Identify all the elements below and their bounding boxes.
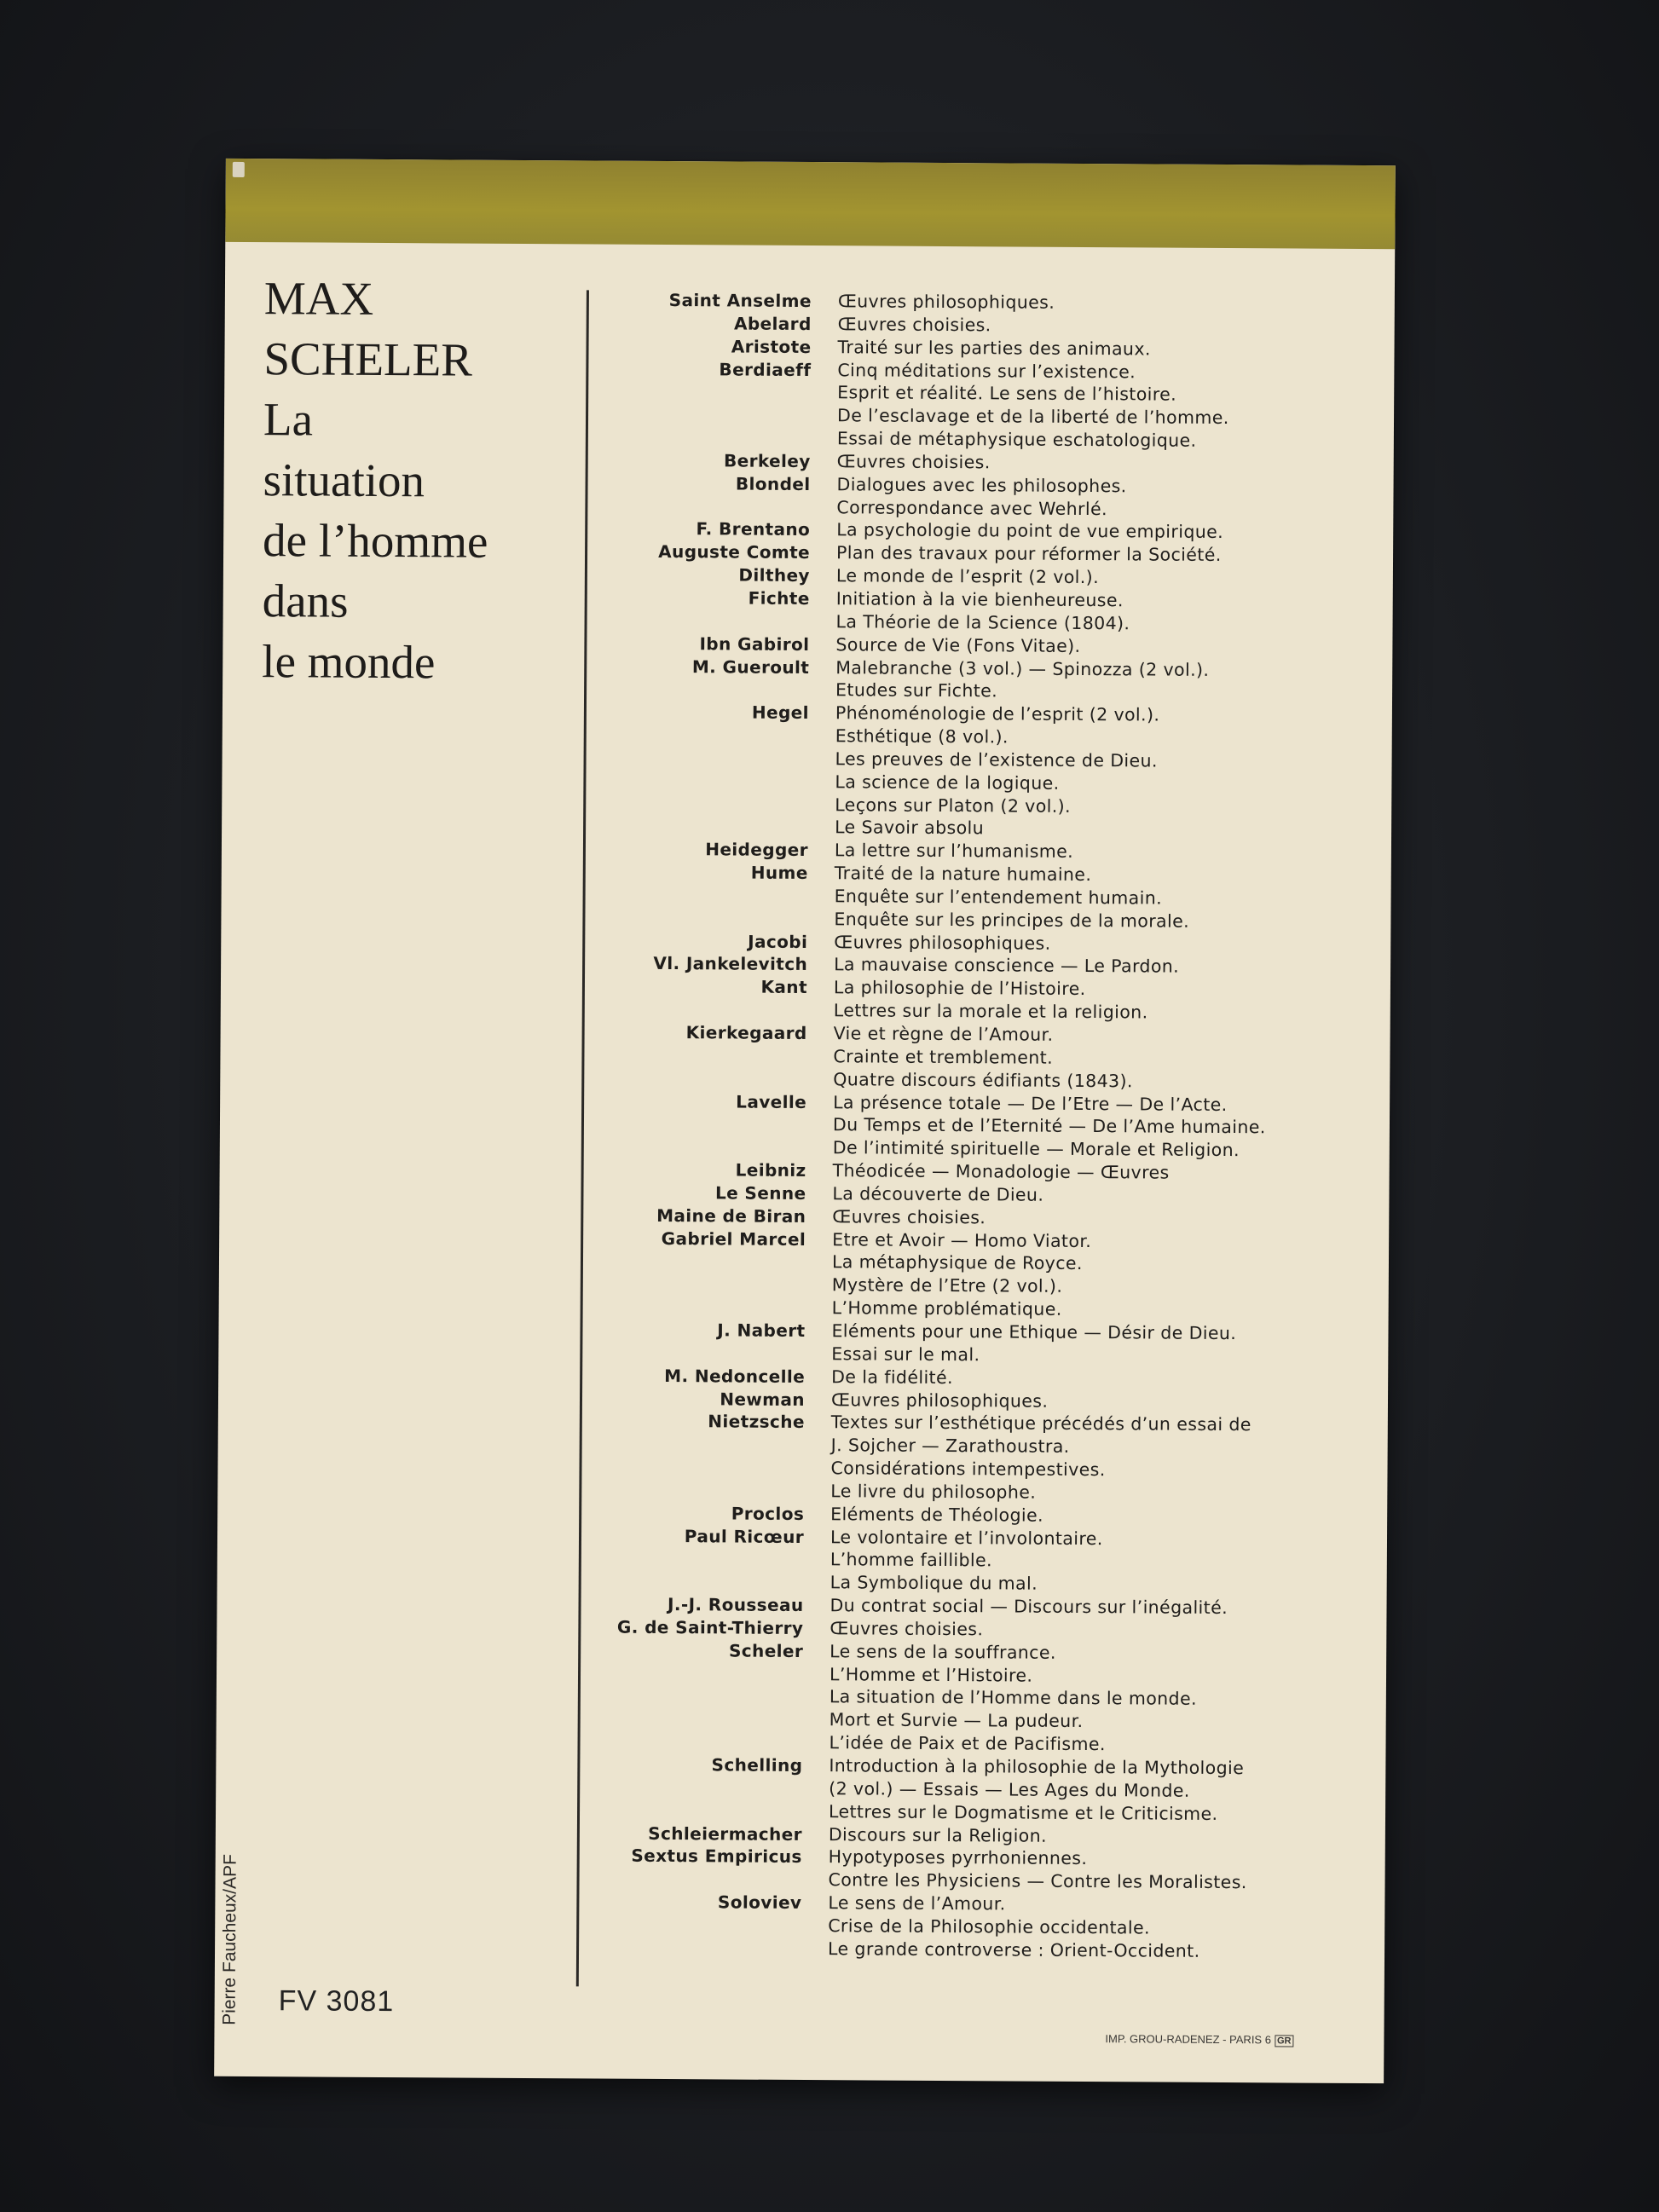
work-title: Le grande controverse : Orient-Occident.	[827, 1938, 1200, 1961]
work-title: Essai sur le mal.	[831, 1343, 980, 1366]
work-title: Le sens de l’Amour.	[828, 1892, 1006, 1915]
work-title: Mort et Survie — La pudeur.	[829, 1709, 1084, 1732]
author-name: Ibn Gabirol	[699, 632, 810, 655]
work-list	[828, 1846, 1383, 1896]
author-name: Blondel	[735, 473, 811, 494]
catalog-entry	[597, 701, 1390, 843]
work-title: La mauvaise conscience — Le Pardon.	[834, 954, 1180, 978]
work-title: Enquête sur l’entendement humain.	[834, 886, 1163, 909]
sticker-remnant	[233, 162, 245, 177]
work-title: La métaphysique de Royce.	[831, 1251, 1083, 1274]
title-line: La	[263, 393, 314, 446]
author-name: Hegel	[751, 702, 809, 724]
work-title: Œuvres philosophiques.	[834, 931, 1051, 954]
catalog-entry	[595, 1089, 1388, 1163]
author-name: M. Nedoncelle	[664, 1365, 806, 1387]
work-title: Œuvres philosophiques.	[837, 291, 1055, 313]
work-title: Œuvres choisies.	[832, 1205, 986, 1228]
work-title: De l’intimité spirituelle — Morale et Religion.	[832, 1137, 1240, 1161]
work-list	[837, 336, 1392, 362]
work-title: Leçons sur Platon (2 vol.).	[835, 794, 1072, 817]
work-title: Le livre du philosophe.	[830, 1481, 1037, 1503]
author-name: Proclos	[731, 1503, 805, 1524]
work-list	[830, 1594, 1384, 1620]
work-list	[833, 1022, 1388, 1094]
work-title: Lettres sur le Dogmatisme et le Criticisme.	[828, 1800, 1218, 1824]
author-name: J.-J. Rousseau	[668, 1594, 804, 1616]
work-list	[832, 1228, 1388, 1323]
catalog-entry	[592, 1524, 1385, 1597]
book-back-cover	[214, 159, 1396, 2083]
work-title: Lettres sur la morale et la religion.	[833, 1000, 1148, 1023]
work-list	[836, 473, 1391, 523]
author-name: Jacobi	[748, 931, 808, 952]
title-line: MAX	[263, 272, 374, 325]
author-name: Kant	[760, 976, 808, 998]
work-title: Source de Vie (Fons Vitae).	[835, 633, 1081, 656]
work-title: Hypotyposes pyrrhoniennes.	[828, 1846, 1088, 1869]
author-name: J. Nabert	[717, 1320, 806, 1341]
work-title: Œuvres choisies.	[837, 314, 991, 336]
work-title: Le Savoir absolu	[835, 817, 985, 839]
work-title: La Théorie de la Science (1804).	[835, 611, 1130, 634]
author-name: Scheler	[728, 1640, 804, 1661]
work-list	[834, 977, 1389, 1026]
work-title: La situation de l’Homme dans le monde.	[829, 1686, 1198, 1710]
work-title: Crise de la Philosophie occidentale.	[828, 1915, 1151, 1938]
title-line: situation	[263, 453, 425, 507]
work-title: La présence totale — De l’Etre — De l’Acte.	[833, 1091, 1228, 1115]
title-line: dans	[262, 575, 349, 627]
work-title: J. Sojcher — Zarathoustra.	[830, 1435, 1070, 1458]
work-title: Quatre discours édifiants (1843).	[833, 1068, 1133, 1092]
author-name: Fichte	[748, 587, 810, 609]
work-list	[836, 564, 1391, 591]
work-list	[835, 839, 1390, 865]
vertical-divider	[576, 290, 589, 1986]
catalog-entry	[594, 1227, 1388, 1323]
work-title: Phénoménologie de l’esprit (2 vol.).	[835, 702, 1160, 725]
author-name: F. Brentano	[696, 518, 811, 540]
work-list	[836, 519, 1391, 546]
work-title: Cinq méditations sur l’existence.	[837, 359, 1136, 382]
catalog-entry	[599, 357, 1393, 453]
work-title: La psychologie du point de vue empirique.	[836, 519, 1224, 543]
work-list	[833, 1159, 1388, 1186]
author-name: Auguste Comte	[658, 541, 811, 563]
book-title	[262, 268, 546, 693]
catalog-entry	[590, 1891, 1383, 1964]
work-title: L’homme faillible.	[830, 1549, 993, 1571]
work-list	[838, 290, 1393, 316]
work-title: Traité de la nature humaine.	[834, 863, 1092, 886]
photo-credit: Pierre Faucheux/APF	[219, 1854, 240, 2025]
work-list	[829, 1640, 1384, 1758]
work-title: Essai de métaphysique eschatologique.	[836, 428, 1197, 451]
title-line: SCHELER	[263, 332, 473, 386]
work-title: Eléments pour une Ethique — Désir de Dieu.	[831, 1320, 1237, 1344]
work-title: Correspondance avec Wehrlé.	[836, 496, 1107, 519]
work-title: Malebranche (3 vol.) — Spinozza (2 vol.).	[835, 656, 1210, 680]
work-title: La philosophie de l’Histoire.	[833, 977, 1086, 1000]
work-title: La science de la logique.	[835, 771, 1060, 794]
author-name: Nietzsche	[708, 1411, 805, 1433]
work-title: Le volontaire et l’involontaire.	[830, 1526, 1103, 1549]
work-title: La lettre sur l’humanisme.	[834, 840, 1074, 863]
work-list	[828, 1891, 1383, 1964]
work-title: Etudes sur Fichte.	[835, 679, 998, 702]
work-list	[832, 1205, 1387, 1232]
catalog-entry	[593, 1318, 1386, 1368]
catalog-entry	[595, 1020, 1388, 1094]
work-list	[831, 1320, 1386, 1369]
catalog-entry	[590, 1845, 1383, 1895]
work-list	[836, 541, 1391, 568]
work-title: L’Homme et l’Histoire.	[829, 1663, 1033, 1686]
author-name: Hume	[750, 862, 808, 884]
work-list	[831, 1389, 1386, 1415]
work-title: Œuvres philosophiques.	[830, 1389, 1049, 1412]
work-title: Du contrat social — Discours sur l’inégalité.	[830, 1595, 1228, 1619]
work-title: L’Homme problématique.	[831, 1297, 1062, 1320]
author-name: Saint Anselme	[668, 290, 812, 312]
author-name: Schleiermacher	[648, 1822, 802, 1845]
author-name: M. Gueroult	[691, 656, 810, 678]
author-name: Le Senne	[714, 1182, 806, 1204]
title-line: de l’homme	[262, 514, 488, 568]
catalog-entry	[592, 1410, 1386, 1506]
work-list	[829, 1754, 1384, 1827]
work-list	[834, 931, 1389, 957]
work-title: Discours sur la Religion.	[828, 1823, 1048, 1846]
author-name: Vl. Jankelevitch	[653, 953, 808, 975]
author-name: Lavelle	[736, 1091, 807, 1112]
author-name: Sextus Empiricus	[631, 1845, 802, 1868]
work-title: Enquête sur les principes de la morale.	[834, 908, 1190, 932]
work-title: Textes sur l’esthétique précédés d’un essai de	[830, 1412, 1251, 1435]
work-list	[835, 656, 1390, 706]
work-title: Etre et Avoir — Homo Viator.	[832, 1228, 1092, 1251]
work-list	[835, 702, 1390, 842]
work-title: Œuvres choisies.	[830, 1618, 984, 1640]
work-title: Esthétique (8 vol.).	[835, 725, 1009, 748]
work-title: Initiation à la vie bienheureuse.	[835, 588, 1124, 611]
work-title: Contre les Physiciens — Contre les Moralistes.	[828, 1869, 1247, 1893]
work-title: Vie et règne de l’Amour.	[833, 1023, 1054, 1045]
work-list	[830, 1526, 1385, 1598]
top-color-band	[225, 159, 1396, 249]
author-name: Soloviev	[717, 1891, 802, 1914]
work-list	[837, 359, 1393, 453]
work-list	[837, 450, 1392, 476]
series-catalog-list	[590, 289, 1393, 1964]
work-list	[835, 587, 1390, 637]
work-list	[835, 633, 1390, 660]
work-title: (2 vol.) — Essais — Les Ages du Monde.	[829, 1778, 1190, 1801]
printer-imprint	[1105, 2032, 1293, 2047]
catalog-entry	[591, 1638, 1384, 1758]
work-list	[838, 313, 1393, 339]
printer-name: IMP. GROU-RADENEZ - PARIS 6	[1105, 2032, 1272, 2047]
author-name: Dilthey	[738, 564, 810, 586]
work-list	[832, 1182, 1387, 1209]
work-title: Introduction à la philosophie de la Mythologie	[829, 1755, 1245, 1779]
catalog-entry	[598, 655, 1390, 705]
author-name: Leibniz	[735, 1159, 806, 1181]
work-title: De l’esclavage et de la liberté de l’homme.	[836, 405, 1229, 429]
work-list	[834, 862, 1389, 934]
catalog-entry	[596, 975, 1389, 1025]
author-name: Aristote	[731, 336, 812, 357]
author-name: Gabriel Marcel	[661, 1227, 806, 1250]
author-name: G. de Saint-Thierry	[616, 1616, 804, 1638]
work-title: La Symbolique du mal.	[830, 1572, 1038, 1594]
catalog-code: FV 3081	[278, 1984, 395, 2019]
catalog-entry	[598, 471, 1391, 522]
author-name: Maine de Biran	[656, 1204, 806, 1227]
author-name: Kierkegaard	[685, 1022, 807, 1044]
catalog-entry	[591, 1753, 1384, 1826]
work-list	[831, 1366, 1386, 1392]
work-title: De la fidélité.	[831, 1366, 954, 1388]
work-list	[830, 1617, 1384, 1643]
work-title: Du Temps et de l’Eternité — De l’Ame humaine.	[832, 1114, 1266, 1138]
work-title: Le monde de l’esprit (2 vol.).	[835, 565, 1100, 588]
printer-logo: GR	[1275, 2035, 1294, 2047]
work-title: Crainte et tremblement.	[833, 1046, 1054, 1068]
work-list	[829, 1823, 1384, 1850]
work-title: Théodicée — Monadologie — Œuvres	[832, 1160, 1170, 1183]
work-list	[830, 1412, 1386, 1506]
title-line: le monde	[262, 635, 436, 689]
work-list	[830, 1503, 1385, 1529]
work-title: Les preuves de l’existence de Dieu.	[835, 748, 1158, 771]
author-name: Heidegger	[705, 839, 809, 861]
author-name: Abelard	[733, 313, 812, 334]
work-title: Mystère de l’Etre (2 vol.).	[831, 1274, 1063, 1297]
work-title: Esprit et réalité. Le sens de l’histoire.	[837, 382, 1177, 406]
work-list	[834, 954, 1389, 980]
author-name: Newman	[720, 1388, 806, 1410]
catalog-entry	[598, 586, 1391, 636]
work-title: Le sens de la souffrance.	[830, 1640, 1056, 1663]
work-title: Traité sur les parties des animaux.	[837, 336, 1151, 360]
author-name: Paul Ricœur	[684, 1525, 805, 1547]
work-title: Considérations intempestives.	[830, 1458, 1106, 1481]
author-name: Schelling	[711, 1754, 803, 1776]
work-list	[833, 1091, 1388, 1164]
work-title: Eléments de Théologie.	[830, 1503, 1044, 1526]
author-name: Berkeley	[723, 450, 811, 471]
work-title: Œuvres choisies.	[836, 451, 991, 473]
work-title: Plan des travaux pour réformer la Société.	[835, 542, 1222, 566]
work-title: Dialogues avec les philosophes.	[836, 473, 1127, 497]
work-title: L’idée de Paix et de Pacifisme.	[829, 1732, 1106, 1755]
catalog-entry	[596, 861, 1389, 934]
author-name: Berdiaeff	[719, 358, 812, 380]
work-title: La découverte de Dieu.	[832, 1183, 1044, 1205]
